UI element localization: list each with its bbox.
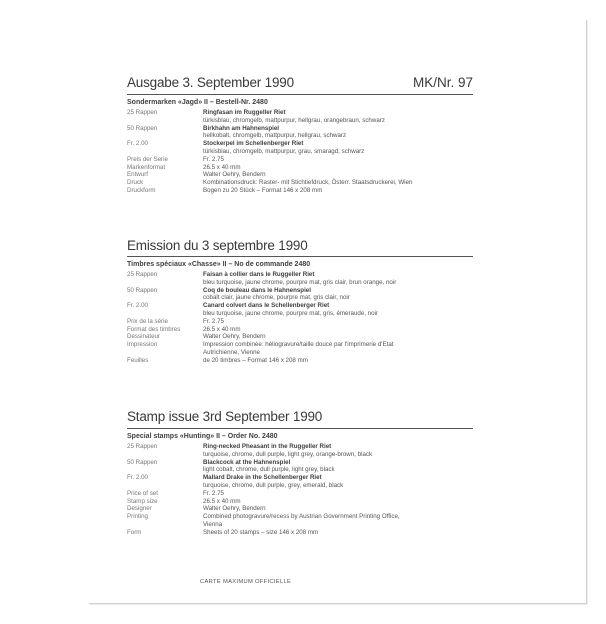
stamp-name: Ringfasan im Ruggeller Riet — [203, 109, 286, 116]
row-value: bleu turquoise, jaune chrome, pourpre mat, gris, émeraude, noir — [203, 309, 379, 317]
row-label: Markenformat — [127, 163, 166, 171]
detail-rows — [127, 443, 473, 537]
stamp-name: Canard colvert dans le Schellenberger Riet — [203, 302, 330, 310]
section-subheading: Timbres spéciaux «Chasse» II – No de commande 2480 — [127, 261, 311, 268]
detail-row — [127, 513, 473, 521]
row-label: Printing — [127, 513, 148, 521]
row-value: turquoise, chrome, dull purple, light grey, orange-brown, black — [203, 450, 373, 458]
detail-row — [127, 125, 473, 133]
detail-row — [127, 271, 473, 279]
stamp-name: Blackcock at the Hahnenspiel — [203, 458, 291, 466]
detail-row — [127, 318, 473, 326]
row-value: türkisblau, chromgelb, mattpurpur, hellgrau, orangebraun, schwarz — [203, 116, 385, 124]
detail-row — [127, 302, 473, 310]
row-label: 50 Rappen — [127, 458, 158, 466]
detail-row — [127, 490, 473, 498]
row-value: Walter Oehry, Bendern — [203, 333, 266, 341]
row-value: Walter Oehry, Bendern — [203, 505, 266, 513]
detail-row — [127, 357, 473, 365]
row-value: türkisblau, chromgelb, mattpurpur, grau, smaragd, schwarz — [203, 147, 365, 155]
row-value: Fr. 2.75 — [203, 489, 224, 497]
section-subheading: Special stamps «Hunting» II – Order No. 2480 — [127, 433, 278, 440]
detail-row — [127, 132, 473, 140]
detail-row — [127, 349, 473, 357]
row-label: Feuilles — [127, 356, 149, 364]
row-label: 50 Rappen — [127, 124, 158, 132]
row-value: bleu turquoise, jaune chrome, pourpre mat, gris clair, brun orange, noir — [203, 278, 397, 286]
detail-row — [127, 443, 473, 451]
stamp-name: Ring-necked Pheasant in the Ruggeller Riet — [203, 443, 332, 450]
section-subheading: Sondermarken «Jagd» II – Bestell-Nr. 2480 — [127, 99, 268, 106]
detail-row — [127, 459, 473, 467]
detail-row — [127, 529, 473, 537]
detail-row — [127, 521, 473, 529]
row-label: Fr. 2.00 — [127, 302, 148, 310]
footer-text: CARTE MAXIMUM OFFICIELLE — [200, 579, 292, 585]
row-label: Druck — [127, 179, 144, 187]
stamp-name: Mallard Drake in the Schellenberger Riet — [203, 474, 322, 482]
detail-row — [127, 179, 473, 187]
detail-row — [127, 109, 473, 117]
row-value: Impression combinée: héliogravure/taille douce par l'imprimerie d'Etat — [203, 341, 394, 349]
row-value: Fr. 2.75 — [203, 155, 224, 163]
divider — [127, 94, 473, 95]
row-value: Kombinationsdruck: Raster- mit Stichtiefdruck, Österr. Staatsdruckerei, Wien — [203, 179, 413, 187]
row-label: Druckform — [127, 186, 156, 194]
stamp-name: Birkhahn am Hahnenspiel — [203, 124, 279, 132]
row-label: Form — [127, 528, 142, 536]
detail-row — [127, 156, 473, 164]
order-number: MK/Nr. 97 — [412, 75, 473, 90]
detail-row — [127, 279, 473, 287]
detail-row — [127, 341, 473, 349]
row-value: Vienna — [203, 520, 223, 528]
row-label: Fr. 2.00 — [127, 474, 148, 482]
row-label: Fr. 2.00 — [127, 140, 148, 148]
detail-row — [127, 474, 473, 482]
row-value: de 20 timbres – Format 146 x 208 mm — [203, 356, 308, 364]
detail-row — [127, 171, 473, 179]
detail-row — [127, 310, 473, 318]
detail-row — [127, 466, 473, 474]
row-value: hellkobalt, chromgelb, mattpurpur, hellgrau, schwarz — [203, 132, 347, 140]
detail-row — [127, 164, 473, 172]
row-value: 26.5 x 40 mm — [203, 163, 241, 171]
detail-row — [127, 287, 473, 295]
detail-rows — [127, 109, 473, 195]
row-value: Fr. 2.75 — [203, 317, 224, 325]
stamp-name: Faisan à collier dans le Ruggeller Riet — [203, 271, 315, 278]
detail-row — [127, 140, 473, 148]
row-label: Dessinateur — [127, 333, 161, 341]
stamp-name: Coq de bouleau dans le Hahnenspiel — [203, 286, 311, 294]
detail-row — [127, 482, 473, 490]
row-label: 25 Rappen — [127, 443, 158, 450]
divider — [127, 428, 473, 429]
row-value: Autrichienne, Vienne — [203, 348, 260, 356]
row-value: Combined photogravure/recess by Austrian Government Printing Office, — [203, 513, 400, 521]
stamp-name: Stockerpel im Schellenberger Riet — [203, 140, 304, 148]
row-label: Preis der Serie — [127, 155, 168, 163]
footer — [200, 579, 291, 585]
row-label: Format des timbres — [127, 325, 181, 333]
row-value: turquoise, chrome, dull purple, grey, emerald, black — [203, 481, 344, 489]
detail-row — [127, 117, 473, 125]
row-label: Price of set — [127, 489, 158, 497]
row-label: Stamp size — [127, 497, 158, 505]
detail-row — [127, 505, 473, 513]
row-value: 26.5 x 40 mm — [203, 497, 241, 505]
row-label: Prix de la série — [127, 317, 168, 325]
row-value: Bogen zu 20 Stück – Format 146 x 208 mm — [203, 186, 323, 194]
section-title: Ausgabe 3. September 1990 — [127, 75, 294, 90]
row-value: Sheets of 20 stamps – size 146 x 208 mm — [203, 528, 319, 536]
detail-row — [127, 498, 473, 506]
divider — [127, 256, 473, 257]
row-value: 26.5 x 40 mm — [203, 325, 241, 333]
row-label: Impression — [127, 341, 158, 349]
row-label: 25 Rappen — [127, 271, 158, 278]
section-title: Stamp issue 3rd September 1990 — [127, 409, 323, 424]
detail-row — [127, 294, 473, 302]
row-value: light cobalt, chrome, dull purple, light grey, black — [203, 466, 335, 474]
row-label: 50 Rappen — [127, 286, 158, 294]
detail-row — [127, 148, 473, 156]
row-value: Walter Oehry, Bendern — [203, 171, 266, 179]
row-label: Entwurf — [127, 171, 148, 179]
detail-row — [127, 333, 473, 341]
detail-row — [127, 451, 473, 459]
detail-row — [127, 326, 473, 334]
detail-rows — [127, 271, 473, 365]
detail-row — [127, 187, 473, 195]
row-label: Designer — [127, 505, 152, 513]
row-label: 25 Rappen — [127, 109, 158, 116]
row-value: cobalt clair, jaune chrome, pourpre mat, gris clair, noir — [203, 294, 350, 302]
section-title: Emission du 3 septembre 1990 — [127, 238, 308, 253]
